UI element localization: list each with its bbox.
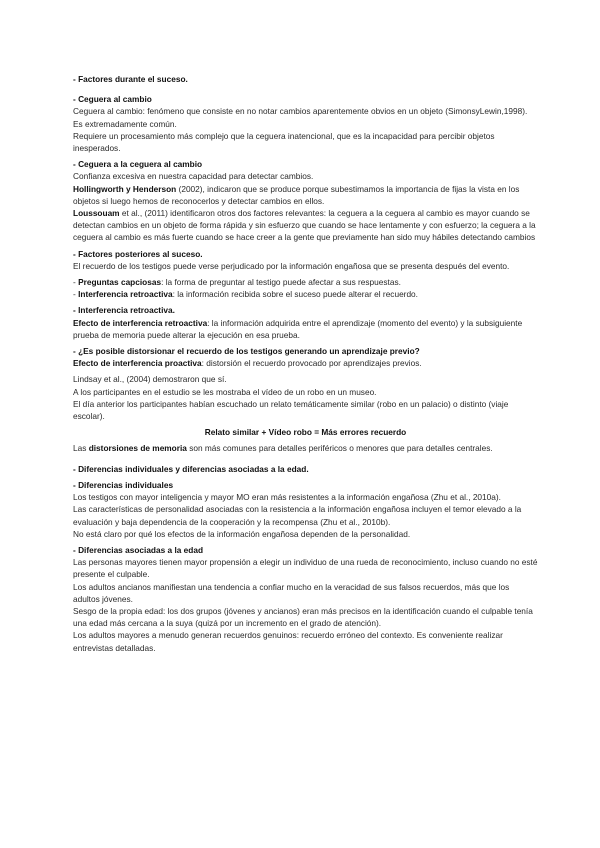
paragraph xyxy=(73,317,538,341)
bold-term: Interferencia retroactiva xyxy=(78,289,173,300)
bold-term: Loussouam xyxy=(73,208,120,219)
bold-term: Preguntas capciosas xyxy=(78,277,162,288)
paragraph-text: : la información adquirida entre el aprendizaje (momento del evento) y la subsiguiente prueba de memoria puede alterar la ejecución en esa prueba. xyxy=(73,317,523,340)
paragraph: Es extremadamente común. xyxy=(73,118,177,129)
section-heading: - Ceguera al cambio xyxy=(73,94,152,105)
document-page xyxy=(73,73,538,654)
paragraph: Ceguera al cambio: fenómeno que consiste en no notar cambios aparentemente obvios en un objeto (SimonsyLewin,1998). xyxy=(73,106,528,117)
section-heading: - Interferencia retroactiva. xyxy=(73,305,175,316)
paragraph: Los adultos mayores a menudo generan recuerdos genuinos: recuerdo erróneo del contexto. Es conveniente realizar entrevistas detalladas. xyxy=(73,630,503,653)
section-heading: - Diferencias asociadas a la edad xyxy=(73,544,204,555)
paragraph xyxy=(73,207,538,244)
paragraph: Los adultos ancianos manifiestan una tendencia a confiar mucho en la veracidad de sus falsos recuerdos, más que los adultos jóvenes. xyxy=(73,581,510,604)
paragraph: El recuerdo de los testigos puede verse perjudicado por la información engañosa que se presenta después del evento. xyxy=(73,260,510,271)
centered-formula: Relato similar + Vídeo robo = Más errores recuerdo xyxy=(204,427,407,438)
paragraph: Los testigos con mayor inteligencia y mayor MO eran más resistentes a la información engañosa (Zhu et al., 2010a). xyxy=(73,492,501,503)
list-item xyxy=(73,288,538,300)
bold-term: distorsiones de memoria xyxy=(88,443,187,454)
paragraph xyxy=(73,183,538,207)
paragraph-text: son más comunes para detalles periféricos o menores que para detalles centrales. xyxy=(186,443,493,454)
bullet: - xyxy=(73,277,79,288)
paragraph-text: : la información recibida sobre el suceso puede alterar el recuerdo. xyxy=(172,289,418,300)
paragraph: Confianza excesiva en nuestra capacidad para detectar cambios. xyxy=(73,171,314,182)
paragraph: No está claro por qué los efectos de la información engañosa dependen de la personalidad. xyxy=(73,528,411,539)
paragraph-text: Las xyxy=(73,443,89,454)
section-heading: - ¿Es posible distorsionar el recuerdo de los testigos generando un aprendizaje previo? xyxy=(73,346,420,357)
section-heading: - Diferencias individuales y diferencias asociadas a la edad. xyxy=(73,463,309,474)
paragraph-text: et al., (2011) identificaron otros dos factores relevantes: la ceguera a la ceguera al cambio es mayor cuando se detectan cambios en un objeto de forma rápida y sin esfuerzo que cuando se hace lentamente y con esfuerzo; la ceguera a la ceguera al cambio es más fuerte cuando se hace creer a la gente que previamente han sido muy hábiles detectando cambios xyxy=(73,208,536,243)
paragraph: Requiere un procesamiento más complejo que la ceguera inatencional, que es la incapacidad para percibir objetos inesperados. xyxy=(73,130,495,154)
bold-term: Efecto de interferencia proactiva xyxy=(73,358,202,369)
section-heading: - Diferencias individuales xyxy=(73,479,174,490)
list-item xyxy=(73,276,538,288)
section-heading: - Factores posteriores al suceso. xyxy=(73,248,203,259)
paragraph: A los participantes en el estudio se les mostraba el vídeo de un robo en un museo. xyxy=(73,386,377,397)
bold-term: Efecto de interferencia retroactiva xyxy=(73,317,208,328)
paragraph xyxy=(73,357,538,369)
paragraph: Sesgo de la propia edad: los dos grupos (jóvenes y ancianos) eran más precisos en la identificación cuando el culpable tenía una edad más cercana a la suya (quizá por un incremento en el grado de atención). xyxy=(73,605,533,629)
paragraph: Las personas mayores tienen mayor propensión a elegir un individuo de una rueda de reconocimiento, incluso cuando no esté presente el culpable. xyxy=(73,557,538,580)
paragraph-text: : distorsión el recuerdo provocado por aprendizajes previos. xyxy=(201,358,422,369)
section-heading: - Ceguera a la ceguera al cambio xyxy=(73,159,203,170)
bold-term: Hollingworth y Henderson xyxy=(73,183,177,194)
paragraph-text: : la forma de preguntar al testigo puede afectar a sus respuestas. xyxy=(161,277,401,288)
paragraph-text: (2002), indicaron que se produce porque subestimamos la importancia de fijas la vista en los objetos si luego hemos de reconocerlos y detectar cambios en ellos. xyxy=(73,183,520,206)
paragraph: El día anterior los participantes habían escuchado un relato temáticamente similar (robo en un palacio) o distinto (viaje escolar). xyxy=(73,398,509,422)
paragraph: Las características de personalidad asociadas con la resistencia a la información engañosa incluyen el temor elevado a la evaluación y baja dependencia de la cooperación y la recompensa (Zhu et al., 2010b). xyxy=(73,504,522,527)
paragraph xyxy=(73,442,538,454)
section-heading: - Factores durante el suceso. xyxy=(73,74,188,84)
paragraph: Lindsay et al., (2004) demostraron que sí. xyxy=(73,374,227,385)
bullet: - xyxy=(73,289,79,300)
